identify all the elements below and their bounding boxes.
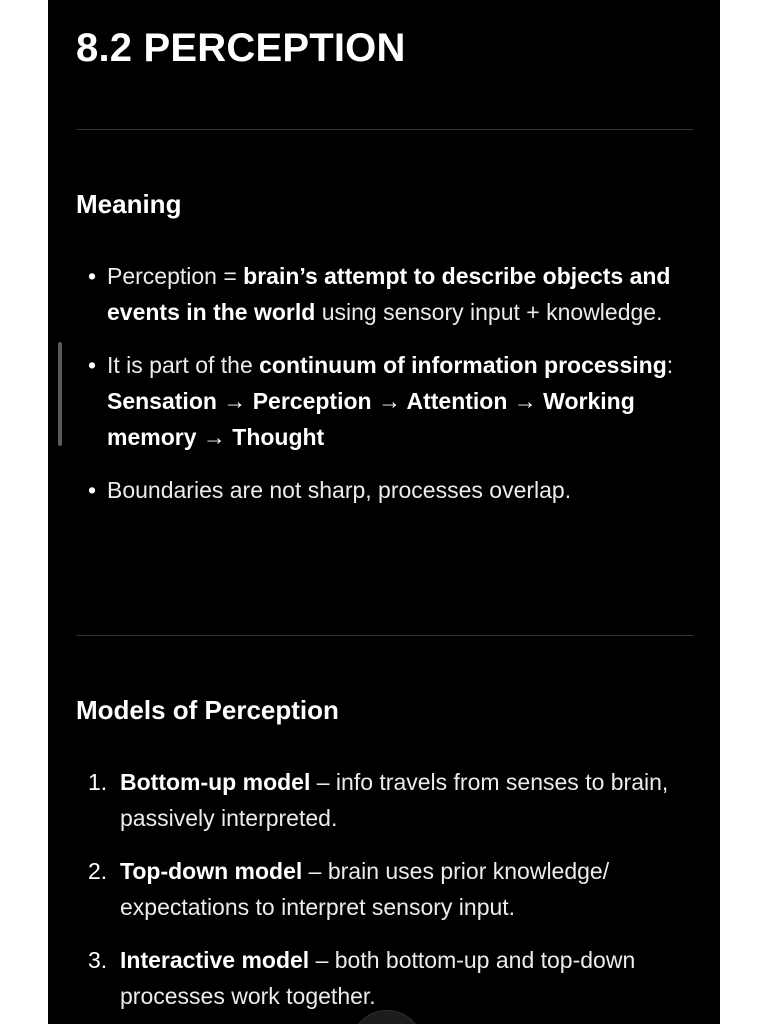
divider	[76, 129, 693, 130]
model-description: – both bottom-up and top-down processes work together.	[120, 947, 636, 1009]
section-heading-meaning: Meaning	[76, 189, 182, 219]
item-number: 1.	[88, 769, 108, 795]
list-item	[76, 472, 676, 508]
meaning-bullet-list	[76, 258, 676, 525]
bullet-icon: •	[88, 352, 97, 378]
bullet-bold-text: brain’s attempt to describe objects and events in the world	[107, 263, 671, 325]
model-name: Top-down model	[120, 858, 303, 884]
divider	[76, 635, 693, 636]
list-item	[76, 347, 676, 455]
item-number: 3.	[88, 947, 108, 973]
model-description: – info travels from senses to brain, passively interpreted.	[120, 769, 669, 831]
list-item	[76, 258, 676, 330]
model-name: Interactive model	[120, 947, 310, 973]
bullet-prefix: Perception =	[107, 263, 244, 289]
models-numbered-list	[76, 764, 676, 1024]
page-title: 8.2 PERCEPTION	[76, 26, 406, 70]
document-page	[48, 0, 720, 1024]
bullet-prefix: It is part of the	[107, 352, 260, 378]
bullet-icon: •	[88, 477, 97, 503]
bullet-bold-text: continuum of information processing	[259, 352, 667, 378]
item-number: 2.	[88, 858, 108, 884]
scrollbar-thumb[interactable]	[58, 342, 62, 446]
bullet-icon: •	[88, 263, 97, 289]
processing-flow: Sensation → Perception → Attention → Working memory → Thought	[107, 388, 635, 450]
model-name: Bottom-up model	[120, 769, 311, 795]
list-item	[76, 764, 676, 836]
bullet-text: Boundaries are not sharp, processes overlap.	[107, 477, 572, 503]
bullet-suffix: using sensory input + knowledge.	[315, 299, 663, 325]
section-heading-models: Models of Perception	[76, 695, 339, 725]
model-description: – brain uses prior knowledge/ expectations to interpret sensory input.	[120, 858, 610, 920]
bullet-suffix: :	[666, 352, 674, 378]
list-item	[76, 853, 676, 925]
list-item	[76, 942, 676, 1014]
